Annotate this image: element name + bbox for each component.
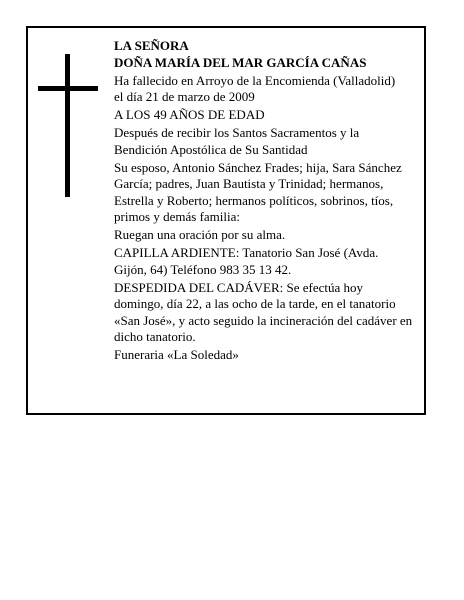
family-line: García; padres, Juan Bautista y Trinidad; hermanos, [114, 176, 384, 191]
family-line: Estrella y Roberto; hermanos políticos, sobrinos, tíos, [114, 192, 394, 208]
family [114, 160, 432, 226]
family-line: primos y demás familia: [114, 209, 241, 224]
farewell-line: DESPEDIDA DEL CADÁVER: Se efectúa hoy [114, 279, 364, 295]
death-line: Ha fallecido en Arroyo de la Encomienda (Valladolid) [114, 72, 396, 88]
death-info [114, 73, 432, 106]
age: A LOS 49 AÑOS DE EDAD [114, 107, 265, 122]
sacraments-line: Bendición Apostólica de Su Santidad [114, 141, 308, 157]
death-line: el día 21 de marzo de 2009 [114, 89, 255, 104]
farewell-line: «San José», y acto seguido la incineración del cadáver en [114, 312, 413, 328]
sacraments [114, 125, 432, 158]
farewell-line: domingo, día 22, a las ocho de la tarde, en el tanatorio [114, 296, 396, 311]
farewell [114, 280, 432, 346]
chapel-line: CAPILLA ARDIENTE: Tanatorio San José (Avda. [114, 245, 379, 260]
obituary-text [114, 38, 432, 365]
title: LA SEÑORA [114, 38, 189, 53]
chapel [114, 245, 432, 278]
cross-icon [65, 54, 70, 197]
farewell-line: dicho tanatorio. [114, 329, 196, 344]
sacraments-line: Después de recibir los Santos Sacramentos y la [114, 125, 360, 140]
prayer: Ruegan una oración por su alma. [114, 227, 286, 242]
deceased-name: DOÑA MARÍA DEL MAR GARCÍA CAÑAS [114, 54, 367, 70]
cross-icon-bar [38, 86, 98, 91]
funeral-home: Funeraria «La Soledad» [114, 347, 239, 362]
family-line: Su esposo, Antonio Sánchez Frades; hija, Sara Sánchez [114, 159, 402, 175]
chapel-line: Gijón, 64) Teléfono 983 35 13 42. [114, 261, 292, 277]
